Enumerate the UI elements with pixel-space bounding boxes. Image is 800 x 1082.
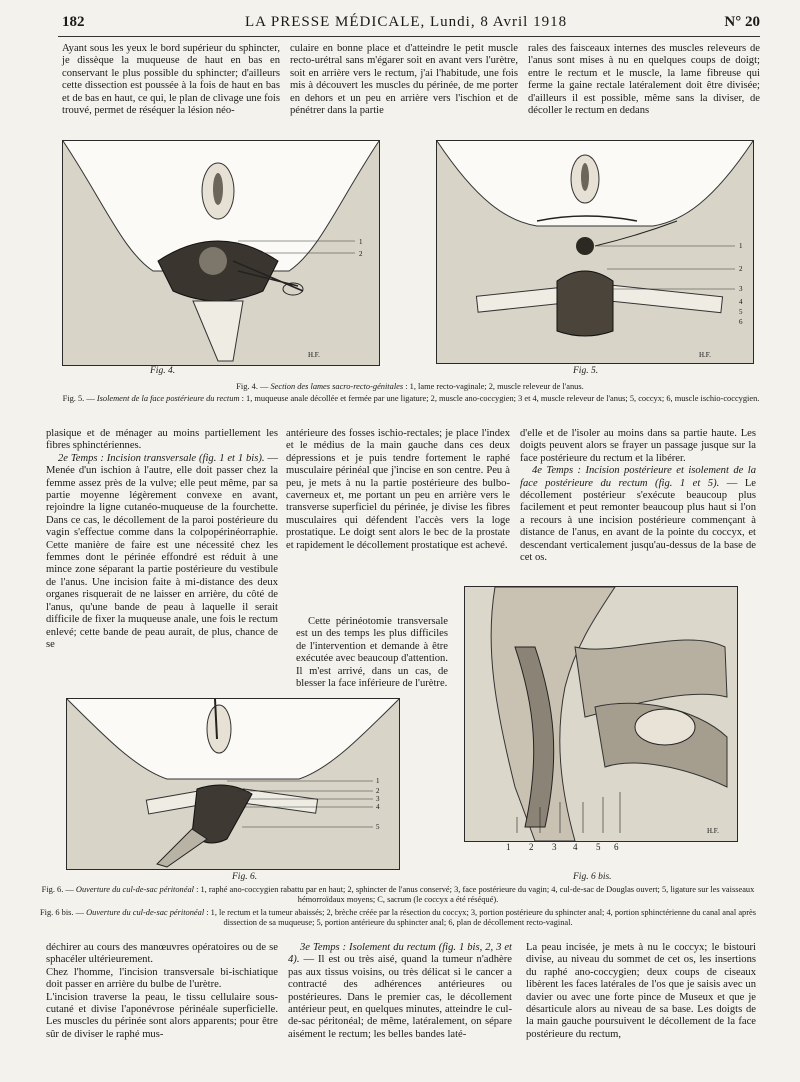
figure-6-caption [36,885,760,906]
middle-text-col1 [46,428,278,651]
fig6bis-signature: H.F. [707,827,719,835]
figure-6-label: Fig. 6. [232,872,258,882]
mid-col1-para2 [46,453,278,652]
page-header [0,0,800,34]
bottom-text-col3: La peau incisée, je mets à nu le coccyx; le bistouri divise, au niveau du sommet de cet os, les insertions du raphé ano-coccygien; deux coups de ciseaux libèrent les faces latérales de l'os que je saisis avec un davier ou avec une forte pince de Museux et que je désarticule alors au niveau de sa base. Les doigts de la main gauche poursuivent le décollement de la face postérieure du rectum, [526,942,756,1040]
svg-text:5: 5 [376,823,380,831]
fig6bis-number-5: 5 [596,842,601,852]
svg-text:2: 2 [376,787,380,795]
figure-4-label: Fig. 4. [150,366,176,376]
fig6bis-number-2: 2 [529,842,534,852]
issue-date: Lundi, 8 Avril 1918 [430,14,568,30]
bottom-text-col1: déchirer au cours des manœuvres opératoires ou de se sphacéler ultérieurement. Chez l'homme, l'incision transversale bi-ischiatique doit passer en arrière du bulbe de l'urètre. L'incision traverse la peau, le tissu cellulaire sous-cutané et divise l'aponévrose périnéale superficielle. Les muscles du périnée sont alors apparents; pour être sûr de diviser le raphé mus- [46,942,278,1040]
svg-text:5: 5 [739,308,743,316]
fig4-caption-lead: Fig. 4. — [236,382,269,391]
figure-5-label: Fig. 5. [573,366,599,376]
mid-col2-para1: antérieure des fosses ischio-rectales; je place l'index et le médius de la main gauche dans ces deux dépressions et je puis tendre fortement le raphé musculaire périnéal que j'incise en son centre. Peu à peu, je mets à nu la partie postérieure des bulbo-caverneux et, me portant un peu en arrière vers le transverse superficiel du périnée, je divise les fibres musculaires qui défendent l'accès vers la loge prostatique. Le doigt sent alors le bec de la prostate et rapidement le décollement prostatique est achevé. [286,428,510,551]
svg-text:1: 1 [376,777,380,785]
fig6-caption-lead: Fig. 6. — [41,885,74,894]
svg-text:4: 4 [376,803,380,811]
figure-4-caption [80,382,740,392]
fig6-caption-body: : 1, raphé ano-coccygien rabattu par en haut; 2, sphincter de l'anus conservé; 3, face postérieure du vagin; 4, cul-de-sac de Douglas ouvert; 5, ligature sur les vaisseaux hémorroïdaux moyens; C, sacrum (le coccyx a été réséqué). [196,885,755,905]
figure-6bis-caption [36,908,760,929]
mid-col3-step-body: — Le décollement postérieur s'exécute beaucoup plus facilement et peut remonter beaucoup plus haut si l'on a recours à une incision postérieure commençant à distance de l'anus, en avant de la pointe du coccyx, et descendant verticalement jusqu'au-dessus de la base de cet os. [520,477,756,564]
journal-title-line: LA PRESSE MÉDICALE, Lundi, 8 Avril 1918 [245,14,568,30]
figure-6bis-label: Fig. 6 bis. [573,872,612,882]
figure-6bis-drawing [465,587,737,841]
middle-text-col2-lower [296,616,448,690]
figure-5-illustration [436,140,754,364]
fig6-caption-title: Ouverture du cul-de-sac péritonéal [75,885,194,894]
fig6bis-caption-title: Ouverture du cul-de-sac péritonéal [86,908,205,917]
top-text-col3: rales des faisceaux internes des muscles releveurs de l'anus sont mises à nu en quelques coups de doigt; entre le rectum et le muscle, la lame fibreuse qui ferme la gaine rectale latéralement doit être divisée; d'ailleurs il est possible, même sans la diviser, de décoller le rectum en dedans [528,43,760,117]
fig6bis-caption-lead: Fig. 6 bis. — [40,908,84,917]
figure-4-drawing [63,141,379,365]
svg-text:4: 4 [739,298,743,306]
issue-number: N° 20 [724,14,760,30]
fig6bis-caption-body: : 1, le rectum et la tumeur abaissés; 2, brèche créée par la résection du coccyx; 3, portion postérieure du sphincter anal; 4, portion sphinctérienne du canal anal après dissection de sa muqueuse; 5, portion antérieure du sphincter anal; 6, plan de décollement recto-vaginal. [206,908,756,928]
mid-col3-para2 [520,465,756,564]
fig5-caption-lead: Fig. 5. — [62,394,95,403]
top-text-col1: Ayant sous les yeux le bord supérieur du sphincter, je dissèque la muqueuse de haut en bas en conservant le plus possible du sphincter; d'ailleurs cette dissection est poussée à la fois de haut en bas et de bas en haut, ce qui, le plan de clivage une fois trouvé, permet de réséquer la lésion néo- [62,43,280,117]
svg-text:1: 1 [359,238,363,246]
svg-text:1: 1 [739,242,743,250]
figure-6bis-number-row [506,842,676,854]
fig4-caption-body: : 1, lame recto-vaginale; 2, muscle releveur de l'anus. [405,382,584,391]
fig5-caption-title: Isolement de la face postérieure du rectum [96,394,240,403]
fig6bis-number-6: 6 [614,842,619,852]
header-rule [58,36,760,37]
figure-6-drawing [67,699,399,869]
mid-col3-step-heading: 4e Temps : Incision postérieure et isolement de la face postérieure du rectum (fig. 1 et 5). [520,465,756,489]
fig6bis-number-1: 1 [506,842,511,852]
svg-text:6: 6 [739,318,743,326]
figure-5-caption [62,394,760,404]
fig6bis-number-3: 3 [552,842,557,852]
mid-col2-para2: Cette périnéotomie transversale est un des temps les plus difficiles de l'intervention et demande à être exécutée avec beaucoup d'attention. Il m'est arrivé, dans un cas, de blesser la face inférieure de l'urètre. [296,616,448,690]
middle-text-col2 [286,428,510,552]
middle-text-col3 [520,428,756,564]
fig5-signature: H.F. [699,351,711,359]
page-number: 182 [62,14,85,30]
mid-col1-para1: plasique et de ménager au moins partiellement les fibres sphinctériennes. [46,428,278,452]
top-text-col2: culaire en bonne place et d'atteindre le petit muscle recto-urétral sans m'égarer soit en avant vers l'urètre, soit en arrière vers le rectum, j'ai l'habitude, une fois mis à découvert les muscles du périnée, de me porter en dehors et un peu en arrière vers l'ischion et de pénétrer dans la partie [290,43,518,117]
svg-text:3: 3 [739,285,743,293]
fig5-caption-body: : 1, muqueuse anale décollée et fermée par une ligature; 2, muscle ano-coccygien; 3 et 4, muscle releveur de l'anus; 5, coccyx; 6, muscle ischio-coccygien. [241,394,760,403]
figure-6bis-illustration [464,586,738,842]
svg-text:2: 2 [739,265,743,273]
journal-name: LA PRESSE MÉDICALE [245,14,421,30]
svg-text:2: 2 [359,250,363,258]
mid-col1-step-body: — Menée d'un ischion à l'autre, elle doit passer chez la femme assez près de la vulve; elle peut même, par sa partie moyenne légèrement convexe en avant, rejoindre la ligne cutanéo-muqueuse de la fourchette. Dans ce cas, le décollement de la paroi postérieure du vagin s'effectue comme dans la colpopérinéorraphie. Cette manière de faire est une nécessité chez les femmes dont le périnée effondré est réduit à une mince zone séparant la partie postérieure du vestibule de l'anus. Une incision faite à mi-distance des deux organes risquerait de ne laisser en arrière, du côté de l'anus, qu'une bande de peau à laquelle il serait difficile de fixer la muqueuse anale, une fois le rectum enlevé; cette bande de peau aurait, de plus, chance de se [46,452,278,650]
fig4-caption-title: Section des lames sacro-recto-génitales [270,382,404,391]
figure-4-illustration [62,140,380,366]
figure-6-illustration [66,698,400,870]
mid-col3-para1: d'elle et de l'isoler au moins dans sa partie haute. Les doigts peuvent alors se frayer un passage jusque sur la face postérieure du rectum et la libérer. [520,428,756,464]
fig6bis-number-4: 4 [573,842,578,852]
mid-col1-step-heading: 2e Temps : Incision transversale (fig. 1 et 1 bis). [58,452,265,464]
bottom-col2-step-body: — Il est ou très aisé, quand la tumeur n'adhère pas aux tissus voisins, ou très délicat si le cancer a contracté des adhérences antérieures ou postérieures. Dans le premier cas, le décollement antérieur peut, en quelques minutes, atteindre le cul-de-sac péritonéal; de même, latéralement, on sépare aisément le rectum; les belles bandes laté- [288,954,512,1040]
svg-text:3: 3 [376,795,380,803]
figure-5-drawing [437,141,753,363]
bottom-text-col2 [288,942,512,1041]
fig4-signature: H.F. [308,351,320,359]
bottom-col2-step-heading: 3e Temps : Isolement du rectum (fig. 1 bis, 2, 3 et 4). [288,942,512,966]
